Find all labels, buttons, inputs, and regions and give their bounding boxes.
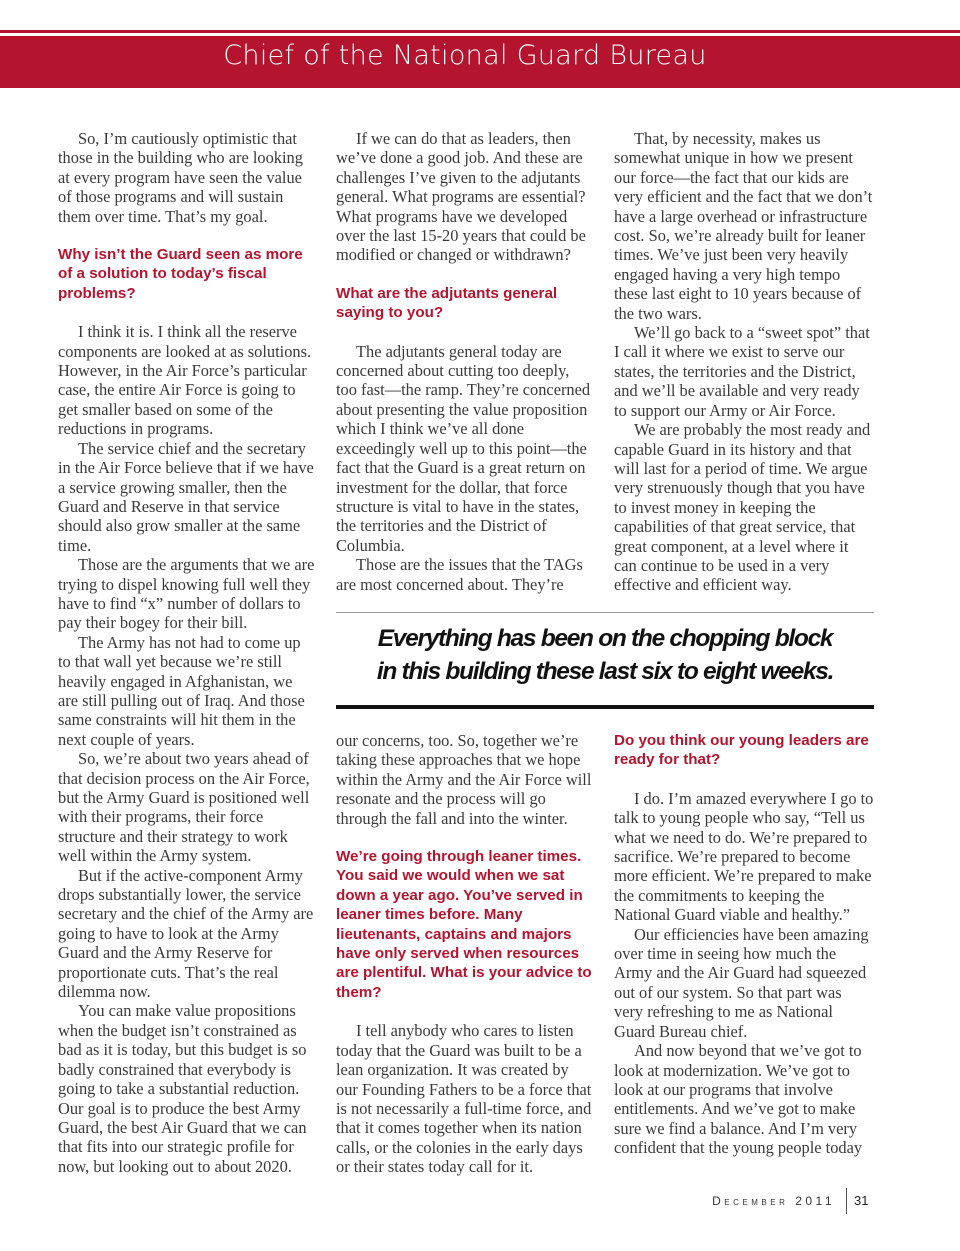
pull-quote-top-rule [336, 612, 874, 613]
paragraph: I tell anybody who cares to listen today that the Guard was built to be a lean organization. It was created by our Founding Fathers to be a force that is not necessarily a full-time force, and that it comes together when its nation calls, or the colonies in the early days or their states today call for it. [336, 1021, 592, 1177]
pull-quote [336, 622, 874, 688]
pull-quote-line: in this building these last six to eight weeks. [376, 658, 834, 685]
paragraph: I do. I’m amazed everywhere I go to talk to young people who say, “Tell us what we need to do. We’re prepared to sacrifice. We’re prepared to become more efficient. We’re prepared to make the commitments to keeping the National Guard viable and healthy.” [614, 788, 874, 925]
footer-separator [846, 1188, 847, 1214]
paragraph: So, we’re about two years ahead of that decision process on the Air Force, but the Army Guard is positioned well with their programs, their force structure and their strategy to work well within the Army system. [58, 749, 310, 866]
paragraph-continued: our concerns, too. So, together we’re taking these approaches that we hope within the Army and the Air Force will resonate and the process will go through the fall and into the winter. [336, 731, 592, 828]
question-heading: Do you think our young leaders are ready for that? [614, 732, 869, 769]
question-heading: We’re going through leaner times. You said we would when we sat down a year ago. You’ve served in leaner times before. Many lieutenants, captains and majors have only served when resources are plentiful. What is your advice to them? [336, 848, 592, 1001]
column-2-bottom [336, 731, 594, 1177]
paragraph: I think it is. I think all the reserve components are looked at as solutions. However, in the Air Force’s particular case, the entire Air Force is going to get smaller based on some of the reductions in programs. [58, 322, 312, 439]
footer-issue-date: December 2011 [712, 1194, 835, 1208]
paragraph: So, I’m cautiously optimistic that those in the building who are looking at every program have seen the value of those programs and will sustain them over time. That’s my goal. [58, 129, 303, 226]
column-3-top [614, 129, 874, 595]
column-2-top [336, 129, 594, 594]
pull-quote-bottom-rule [336, 705, 874, 709]
paragraph: But if the active-component Army drops substantially lower, the service secretary and the chief of the Army are going to have to look at the Army Guard and the Army Reserve for proportionate cuts. That’s the real dilemma now. [58, 865, 314, 1002]
paragraph: Those are the arguments that we are trying to dispel knowing full well they have to find “x” number of dollars to pay their bogey for their bill. [58, 555, 315, 633]
pull-quote-line: Everything has been on the chopping block [377, 625, 833, 652]
column-3-bottom [614, 731, 874, 1158]
paragraph: We are probably the most ready and capable Guard in its history and that will last for a period of time. We argue very strenuously though that you have to invest money in keeping the capabilities of that great service, that great component, at a level where it can continue to be used in a very effective and efficient way. [614, 420, 871, 595]
top-rule [0, 0, 960, 33]
paragraph: Our efficiencies have been amazing over time in seeing how much the Army and the Air Guard had squeezed out of our system. So that part was very refreshing to me as National Guard Bureau chief. [614, 924, 869, 1041]
paragraph: You can make value propositions when the budget isn’t constrained as bad as it is today, but this budget is so badly constrained that everybody is going to take a substantial reduction. Our goal is to produce the best Army Guard, the best Air Guard that we can that fits into our strategic profile for now, but looking out to about 2020. [58, 1001, 307, 1176]
question-heading: Why isn’t the Guard seen as more of a solution to today’s fiscal problems? [58, 246, 303, 302]
paragraph: And now beyond that we’ve got to look at modernization. We’ve got to look at our programs that involve entitlements. And we’ve got to make sure we find a balance. And I’m very confident that the young people today [614, 1041, 863, 1158]
paragraph: That, by necessity, makes us somewhat unique in how we present our force—the fact that our kids are very efficient and the fact that we don’t have a large overhead or infrastructure cost. So, we’re already built for leaner times. We’ve just been very heavily engaged having a very high tempo these last eight to 10 years because of the two wars. [614, 129, 873, 323]
column-1 [58, 129, 316, 1176]
question-heading: What are the adjutants general saying to you? [336, 284, 558, 322]
paragraph: We’ll go back to a “sweet spot” that I call it where we exist to serve our states, the territories and the District, and we’ll be available and very ready to support our Army or Air Force. [614, 323, 870, 420]
paragraph: The adjutants general today are concerned about cutting too deeply, too fast—the ramp. They’re concerned about presenting the value proposition which I think we’ve all done exceedingly well up to this point—the fact that the Guard is a great return on investment for the dollar, that force structure is vital to have in the states, the territories and the District of Columbia. [336, 341, 591, 555]
paragraph: The Army has not had to come up to that wall yet because we’re still heavily engaged in Afghanistan, we are still pulling out of Iraq. And those same constraints will hit them in the next couple of years. [58, 632, 305, 749]
paragraph: Those are the issues that the TAGs are most concerned about. They’re [336, 555, 583, 594]
page-number: 31 [854, 1193, 869, 1208]
page-title: Chief of the National Guard Bureau [223, 40, 707, 71]
paragraph: If we can do that as leaders, then we’ve done a good job. And these are challenges I’ve given to the adjutants general. What programs are essential? What programs have we developed over the last 15-20 years that could be modified or changed or withdrawn? [336, 129, 586, 265]
paragraph: The service chief and the secretary in the Air Force believe that if we have a service growing smaller, then the Guard and Reserve in that service should also grow smaller at the same time. [58, 438, 314, 555]
